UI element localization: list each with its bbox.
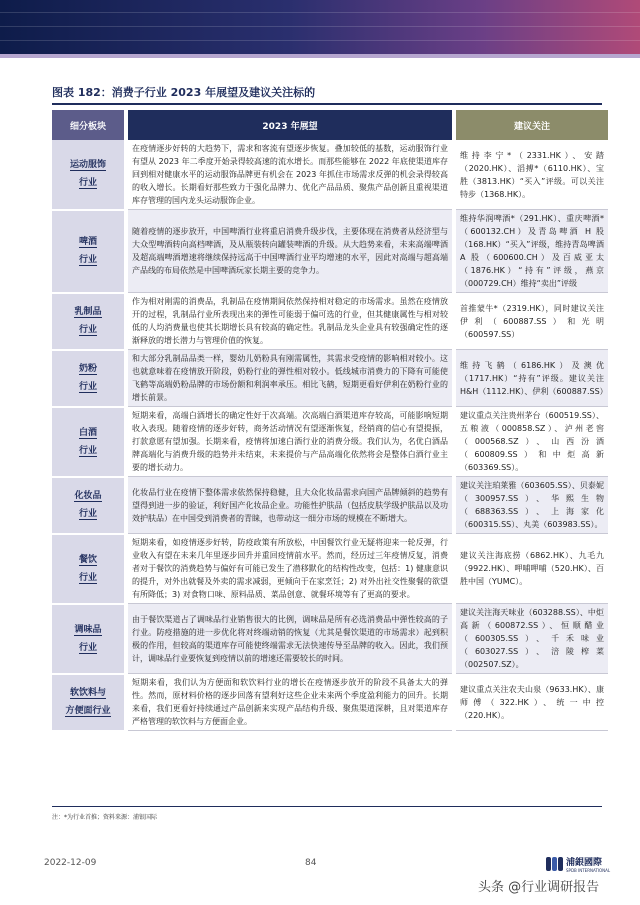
recommend-cell: 建议关注珀莱雅（603605.SS）、贝泰妮（300957.SS）、华熙生物（688363.SS）、上海家化（600315.SS）、丸美（603983.SS）。 [456,477,608,534]
logo-subtext: SPDB INTERNATIONAL [566,868,611,873]
recommend-cell: 首推蒙牛*（2319.HK），同时建议关注伊利（600887.SS）和光明（600597.SS） [456,293,608,350]
category-cell: 化妆品 行业 [52,477,124,534]
category-cell: 调味品 行业 [52,604,124,674]
outlook-cell: 和大部分乳制品品类一样，婴幼儿奶粉具有刚需属性，其需求受疫情的影响相对较小。这也就意味着在疫情放开阶段，奶粉行业的弹性相对较小。低线城市消费力的下降有可能使飞鹤等高端奶粉品牌的市场份额和利润率承压。相比飞鹤，短期更看好伊利在奶粉行业的增长前景。 [128,350,452,407]
outlook-cell: 短期来看，高端白酒增长的确定性好于次高端。次高端白酒渠道库存较高，可能影响短期收入表现。随着疫情的逐步好转，商务活动情况有望逐渐恢复，经销商的信心有望提振，打款意愿有望加强。长期来看，疫情将加速白酒行业的消费分级。我们认为，名优白酒品牌高端化与消费升级的趋势并未结束，未来提价与产品高端化依然将会是整体白酒行业主要的增长动力。 [128,407,452,477]
table-row [52,604,608,674]
logo-icon [546,857,562,871]
table-row [52,534,608,604]
outlook-cell: 随着疫情的逐步放开，中国啤酒行业将重启消费升级步伐，主要体现在消费者从经济型与大众型啤酒转向高档啤酒，及从瓶装转向罐装啤酒的升级。从大趋势来看，未来高端啤酒及超高端啤酒增速将继续保持远高于中国啤酒行业平均增速的水平，因此对高端与超高端产品线的布局依然是中国啤酒玩家长期主要的竞争力。 [128,210,452,293]
table-row [52,350,608,407]
outlook-cell: 在疫情逐步好转的大趋势下，需求和客流有望逐步恢复。叠加较低的基数，运动服饰行业有望从 2023 年二季度开始录得较高速的流水增长。而那些能够在 2022 年底使渠道库存回到相对健康水平的运动服饰品牌更有机会在 2023 年抓住市场需求反弹的机会录得较高的收入增长。长期看好那些致力于强化品牌力、优化产品品质、聚焦产品创新且重视渠道库存管理的国内龙头运动服饰企业。 [128,140,452,210]
recommend-cell: 建议重点关注贵州茅台（600519.SS）、五粮液（000858.SZ）、泸州老窖（000568.SZ）、山西汾酒（600809.SS）和中炬高新（603369.SS）。 [456,407,608,477]
table-row [52,407,608,477]
header-banner [0,0,640,58]
outlook-cell: 化妆品行业在疫情下整体需求依然保持稳健，且大众化妆品需求向国产品牌倾斜的趋势有望得到进一步的验证，利好国产化妆品企业。功能性护肤品（包括皮肤学级护肤品以及功效护肤品）在中国受到消费者的青睐，也带动这一细分市场的规模在不断增大。 [128,477,452,534]
table-row [52,293,608,350]
header-category: 细分板块 [52,110,124,140]
report-date: 2022-12-09 [44,858,97,868]
brand-logo [546,855,610,873]
figure-title: 图表 182：消费子行业 2023 年展望及建议关注标的 [52,86,316,99]
recommend-cell: 维持飞鹤（6186.HK）及澳优（1717.HK）“持有”评级。建议关注 H&H（1112.HK）、伊利（600887.SS） [456,350,608,407]
outlook-cell: 作为相对刚需的消费品，乳制品在疫情期间依然保持相对稳定的市场需求。虽然在疫情放开的过程，乳制品行业所表现出来的弹性可能弱于偏可选的行业，但其健康属性与相对较低的人均消费量也使其长期增长具有较高的确定性。乳制品龙头企业具有较强确定性的逐渐释放的增长潜力与管理价值的恢复。 [128,293,452,350]
table-row [52,210,608,293]
table-row [52,140,608,210]
category-cell: 白酒 行业 [52,407,124,477]
recommend-cell: 建议重点关注农夫山泉（9633.HK）、康师傅（322.HK）、统一中控（220.HK）。 [456,674,608,731]
outlook-table [52,110,608,732]
recommend-cell: 维持李宁*（2331.HK）、安踏（2020.HK）、滔搏*（6110.HK）、宝胜（3813.HK）“买入”评级。可以关注特步（1368.HK）。 [456,140,608,210]
logo-text: 浦銀國際 [566,858,603,868]
category-cell: 奶粉 行业 [52,350,124,407]
header-outlook: 2023 年展望 [128,110,452,140]
category-cell: 运动服饰 行业 [52,140,124,210]
title-divider [52,103,602,105]
table-row [52,477,608,534]
category-cell: 啤酒 行业 [52,210,124,293]
recommend-cell: 建议关注海底捞（6862.HK）、九毛九（9922.HK）、呷哺呷哺（520.HK）、百胜中国（YUMC）。 [456,534,608,604]
outlook-cell: 短期来看，如疫情逐步好转，防疫政策有所放松，中国餐饮行业无疑将迎来一轮反弹，行业收入有望在未来几年里逐步回升并重回疫情前水平。然而，经历过三年疫情反复，消费者对于餐饮的消费趋势与偏好有可能已发生了潜移默化的结构性改变，包括：1) 健康意识的提升，对外出就餐及外卖的需求减弱，更倾向于在家烹饪；2) 对外出社交性聚餐的欲望有所降低；3) 对食物口味、原料品质、菜品创意、就餐环境等有了更高的要求。 [128,534,452,604]
recommend-cell: 维持华润啤酒*（291.HK）、重庆啤酒*（600132.CH）及青岛啤酒 H 股（168.HK）“买入”评级，维持青岛啤酒 A 股（600600.CH）及百威亚太（1876.HK）“持有”评级，燕京（000729.CH）维持“卖出”评级 [456,210,608,293]
footnote: 注：*为行业首推；资料来源：浦银国际 [52,814,158,821]
page-number: 84 [305,858,317,868]
footnote-divider [52,806,602,807]
outlook-cell: 由于餐饮渠道占了调味品行业销售很大的比例，调味品是所有必选消费品中弹性较高的子行业。防疫措施的进一步优化将对终端动销的恢复（尤其是餐饮渠道的市场需求）起到积极的作用，但较高的渠道库存可能使终端需求无法快速传导至品牌的收入。因此，我们预计，调味品行业要恢复到疫情以前的增速还需要较长的时间。 [128,604,452,674]
category-cell: 餐饮 行业 [52,534,124,604]
watermark: 头条 @行业调研报告 [478,880,600,895]
category-cell: 软饮料与 方便面行业 [52,674,124,731]
table-row [52,674,608,731]
recommend-cell: 建议关注海天味业（603288.SS）、中炬高新（600872.SS）、恒顺醋业（600305.SS）、千禾味业（603027.SS）、涪陵榨菜（002507.SZ）。 [456,604,608,674]
outlook-cell: 短期来看，我们认为方便面和软饮料行业的增长在疫情逐步放开的阶段不具备太大的弹性。然而，原材料价格的逐步回落有望利好这些企业未来两个季度盈利能力的回升。长期来看，我们更看好持续通过产品创新来实现产品结构升级、聚焦渠道深耕，且对渠道库存严格管理的软饮料与方便面企业。 [128,674,452,731]
header-recommend: 建议关注 [456,110,608,140]
category-cell: 乳制品 行业 [52,293,124,350]
